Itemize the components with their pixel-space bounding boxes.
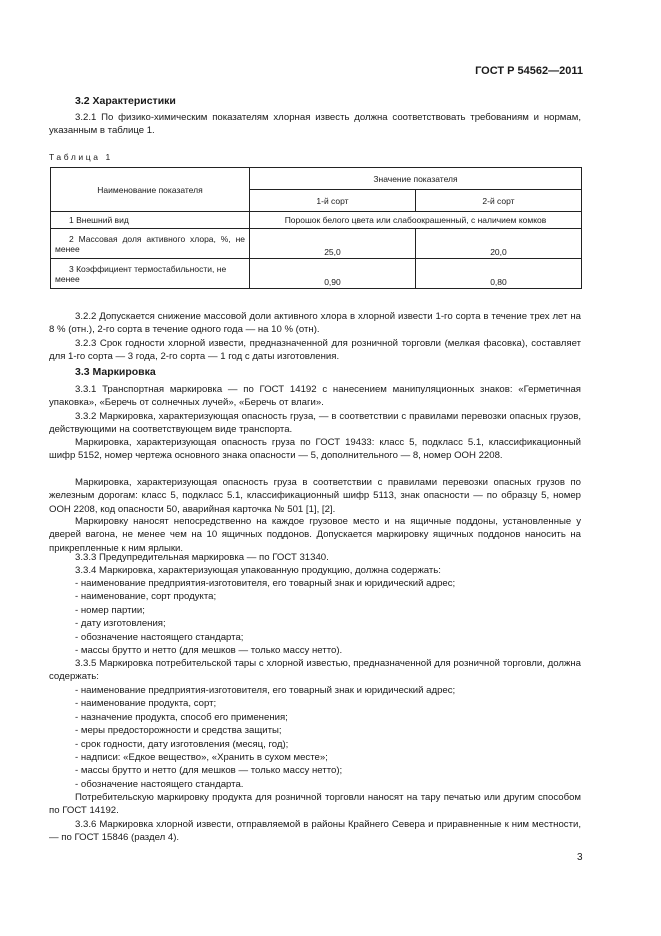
paragraph-3-3-4: 3.3.4 Маркировка, характеризующая упакованную продукцию, должна содержать: xyxy=(75,565,441,576)
paragraph-3-3-5: 3.3.5 Маркировка потребительской тары с хлорной известью, предназначенной для розничной торговли, должна содержать: xyxy=(49,658,581,683)
paragraph-3-3-2-d: Маркировку наносят непосредственно на каждое грузовое место и на ящичные поддоны, установленные у дверей вагона, не менее чем на 10 ящичных поддонов. Допускается маркировку ящичных поддонов наносить на прикрепленные к ним ярлыки. xyxy=(49,516,581,554)
table-header-grade1: 1-й сорт xyxy=(250,190,416,212)
list-item: - назначение продукта, способ его применения; xyxy=(75,711,288,723)
table-row-2-grade1: 25,0 xyxy=(250,229,416,259)
table-header-value: Значение показателя xyxy=(250,168,582,190)
paragraph-3-3-3: 3.3.3 Предупредительная маркировка — по ГОСТ 31340. xyxy=(75,552,329,563)
paragraph-3-3-1: 3.3.1 Транспортная маркировка — по ГОСТ 14192 с нанесением манипуляционных знаков: «Герметичная упаковка», «Беречь от солнечных лучей», «Беречь от влаги». xyxy=(49,384,581,409)
table-row-3-name: 3 Коэффициент термостабильности, не менее xyxy=(51,259,250,289)
list-3-3-5 xyxy=(75,684,455,791)
list-item: - дату изготовления; xyxy=(75,618,166,630)
paragraph-3-3-6: 3.3.6 Маркировка хлорной извести, отправляемой в районы Крайнего Севера и приравненные к ним местности, — по ГОСТ 15846 (раздел 4). xyxy=(49,819,581,844)
paragraph-3-2-1: 3.2.1 По физико-химическим показателям хлорная известь должна соответствовать требованиям и нормам, указанным в таблице 1. xyxy=(49,112,581,137)
table-caption: Таблица 1 xyxy=(49,152,113,162)
table-header-name: Наименование показателя xyxy=(51,168,250,212)
section-title-3-2: 3.2 Характеристики xyxy=(75,95,176,107)
table-row-2-name: 2 Массовая доля активного хлора, %, не менее xyxy=(51,229,250,259)
list-item: - срок годности, дату изготовления (месяц, год); xyxy=(75,738,289,750)
paragraph-3-2-2: 3.2.2 Допускается снижение массовой доли активного хлора в хлорной извести 1-го сорта в течение трех лет на 8 % (отн.), 2-го сорта в течение одного года — на 10 % (отн). xyxy=(49,311,581,336)
list-item: - наименование продукта, сорт; xyxy=(75,698,217,710)
paragraph-3-3-2: 3.3.2 Маркировка, характеризующая опасность груза, — в соответствии с правилами перевозки опасных грузов, действующими на соответствующем виде транспорта. xyxy=(49,411,581,436)
list-item: - массы брутто и нетто (для мешков — только массу нетто); xyxy=(75,765,343,777)
list-item: - обозначение настоящего стандарта; xyxy=(75,631,244,643)
list-item: - меры предосторожности и средства защиты; xyxy=(75,725,282,737)
list-item: - надписи: «Едкое вещество», «Хранить в сухом месте»; xyxy=(75,752,328,764)
list-3-3-4 xyxy=(75,577,455,657)
list-item: - обозначение настоящего стандарта. xyxy=(75,778,244,790)
section-title-3-3: 3.3 Маркировка xyxy=(75,366,156,378)
table-1 xyxy=(50,167,582,289)
list-item: - наименование предприятия-изготовителя, его товарный знак и юридический адрес; xyxy=(75,578,456,589)
list-item: - наименование предприятия-изготовителя, его товарный знак и юридический адрес; xyxy=(75,685,456,696)
list-item: - наименование, сорт продукта; xyxy=(75,591,217,603)
table-header-grade2: 2-й сорт xyxy=(415,190,581,212)
table-row-1-name: 1 Внешний вид xyxy=(51,212,250,229)
paragraph-3-2-3: 3.2.3 Срок годности хлорной извести, предназначенной для розничной торговли (мелкая фасовка), составляет для 1-го сорта — 3 года, 2-го сорта — 1 год с даты изготовления. xyxy=(49,338,581,363)
table-row-3-grade2: 0,80 xyxy=(415,259,581,289)
table-row-2-grade2: 20,0 xyxy=(415,229,581,259)
paragraph-3-3-5-b: Потребительскую маркировку продукта для розничной торговли наносят на тару печатью или другим способом по ГОСТ 14192. xyxy=(49,792,581,817)
list-item: - массы брутто и нетто (для мешков — только массу нетто). xyxy=(75,645,343,657)
document-header: ГОСТ Р 54562—2011 xyxy=(475,65,583,77)
page-number: 3 xyxy=(577,852,583,863)
paragraph-3-3-2-c: Маркировка, характеризующая опасность груза в соответствии с правилами перевозки опасных грузов по железным дорогам: класс 5, подкласс 5.1, классификационный шифр 5113, знак опасности — по образцу 5, номер ООН 2208, код опасности 50, аварийная карточка № 501 [1], [2]. xyxy=(49,477,581,515)
table-row-3-grade1: 0,90 xyxy=(250,259,416,289)
table-row-1-value: Порошок белого цвета или слабоокрашенный, с наличием комков xyxy=(250,212,582,229)
paragraph-3-3-2-b: Маркировка, характеризующая опасность груза по ГОСТ 19433: класс 5, подкласс 5.1, классификационный шифр 5152, номер чертежа основного знака опасности — 5, дополнительного — 8, номер ООН 2208. xyxy=(49,437,581,462)
list-item: - номер партии; xyxy=(75,604,145,616)
